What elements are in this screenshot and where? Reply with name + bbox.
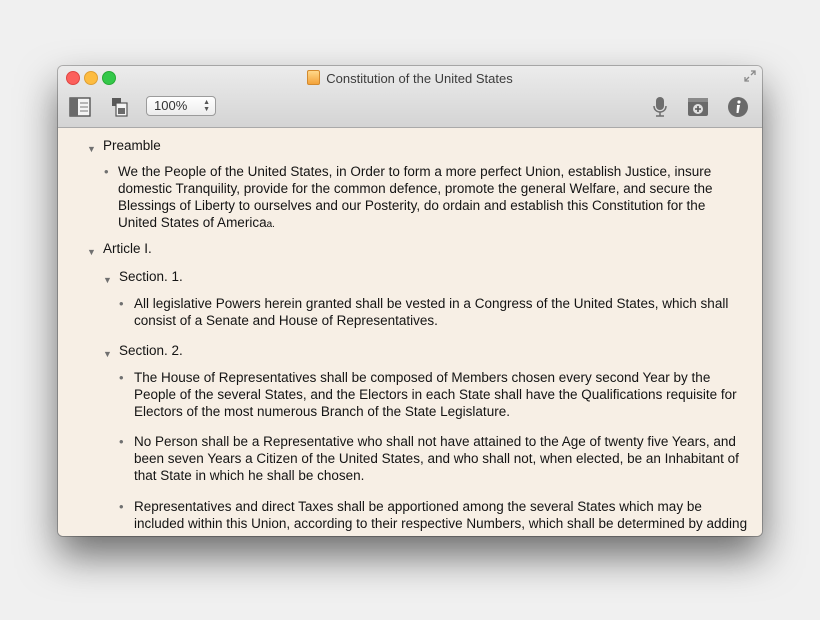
microphone-icon xyxy=(651,96,669,118)
bullet-icon: • xyxy=(119,296,124,311)
stepper-arrows-icon: ▲ ▼ xyxy=(203,99,210,113)
sidebar-toggle-button[interactable] xyxy=(68,96,92,118)
document-icon xyxy=(307,70,320,85)
text-line: United States of America xyxy=(118,215,267,230)
sidebar-icon xyxy=(69,97,91,117)
text-line: No Person shall be a Representative who shall not have attained to the Age of twenty five Years, and xyxy=(134,434,736,449)
window-title-text: Constitution of the United States xyxy=(326,71,513,86)
outline-heading-article-1[interactable]: Article I. xyxy=(103,241,152,256)
zoom-value: 100% xyxy=(154,98,188,113)
window-title xyxy=(58,70,762,86)
disclosure-triangle-icon[interactable]: ▼ xyxy=(103,349,112,359)
text-line: The House of Representatives shall be composed of Members chosen every second Year by the xyxy=(134,370,711,385)
text-line: included within this Union, according to their respective Numbers, which shall be determined by adding xyxy=(134,516,748,531)
bullet-icon: • xyxy=(119,370,124,385)
outline-heading-preamble[interactable]: Preamble xyxy=(103,138,161,153)
text-line: Electors of the most numerous Branch of the State Legislature. xyxy=(134,404,510,419)
bullet-icon: • xyxy=(104,164,109,179)
fullscreen-icon[interactable] xyxy=(744,70,756,82)
section-1-text[interactable] xyxy=(134,295,728,329)
preamble-text[interactable] xyxy=(118,163,713,233)
zoom-select[interactable] xyxy=(146,96,216,116)
section-2-item-1[interactable] xyxy=(134,369,737,420)
trailing-mark: a. xyxy=(266,219,275,230)
disclosure-triangle-icon[interactable]: ▼ xyxy=(87,144,96,154)
app-window xyxy=(58,66,762,536)
columns-icon xyxy=(110,97,130,117)
info-icon xyxy=(727,96,749,118)
text-line: been seven Years a Citizen of the United States, and who shall not, when elected, be an Inhabitant of xyxy=(134,451,739,466)
section-2-item-3[interactable] xyxy=(134,498,747,532)
bullet-icon: • xyxy=(119,434,124,449)
outline-heading-section-1[interactable]: Section. 1. xyxy=(119,269,183,284)
add-attachment-button[interactable] xyxy=(686,96,710,118)
disclosure-triangle-icon[interactable]: ▼ xyxy=(87,247,96,257)
text-line: People of the several States, and the Electors in each State shall have the Qualifications requisite for xyxy=(134,387,737,402)
info-button[interactable] xyxy=(726,96,750,118)
dictation-button[interactable] xyxy=(648,96,672,118)
title-bar xyxy=(58,66,762,128)
section-2-item-2[interactable] xyxy=(134,433,739,484)
outline-view[interactable] xyxy=(58,128,762,536)
disclosure-triangle-icon[interactable]: ▼ xyxy=(103,275,112,285)
text-line: Representatives and direct Taxes shall be apportioned among the several States which may be xyxy=(134,499,702,514)
outline-heading-section-2[interactable]: Section. 2. xyxy=(119,343,183,358)
columns-button[interactable] xyxy=(108,96,132,118)
text-line: consist of a Senate and House of Representatives. xyxy=(134,313,438,328)
add-attachment-icon xyxy=(687,97,709,117)
text-line: Blessings of Liberty to ourselves and our Posterity, do ordain and establish this Constitution for the xyxy=(118,198,706,213)
text-line: We the People of the United States, in Order to form a more perfect Union, establish Justice, insure xyxy=(118,164,712,179)
text-line: All legislative Powers herein granted shall be vested in a Congress of the United States, which shall xyxy=(134,296,729,311)
text-line: that State in which he shall be chosen. xyxy=(134,468,365,483)
text-line: domestic Tranquility, provide for the common defence, promote the general Welfare, and secure the xyxy=(118,181,713,196)
bullet-icon: • xyxy=(119,499,124,514)
